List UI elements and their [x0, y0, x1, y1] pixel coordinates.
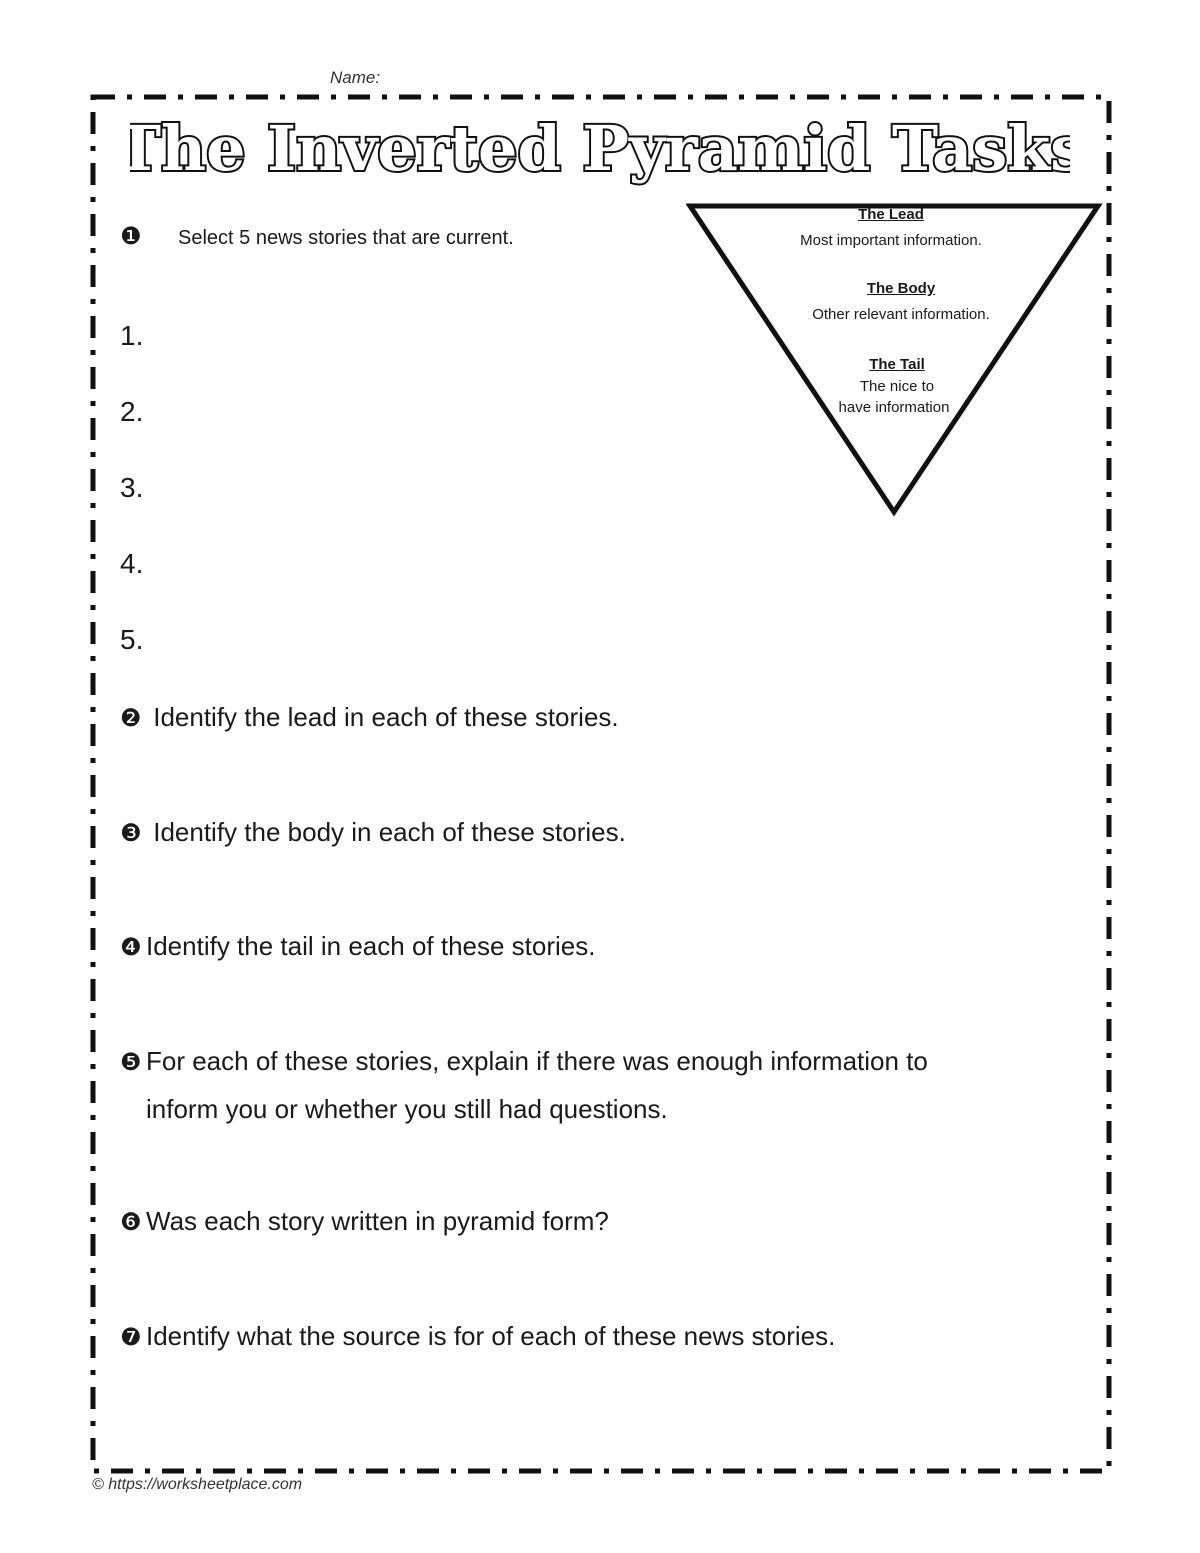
list-item-1: 1. [120, 320, 144, 351]
task-7-text: Identify what the source is for of each of these news stories. [146, 1321, 836, 1351]
tail-text-line1: The nice to [859, 378, 935, 395]
task-1-marker: ❶ [120, 223, 142, 250]
lead-heading: The Lead [858, 206, 924, 223]
task-1 [120, 222, 514, 251]
lead-text: Most important information. [800, 232, 982, 249]
task-5-text-line2: inform you or whether you still had questions. [146, 1094, 668, 1124]
list-item-3: 3. [120, 472, 144, 503]
task-3 [120, 809, 626, 857]
task-3-marker: ❸ [120, 820, 142, 847]
title-text: The Inverted Pyramid Tasks [130, 112, 1070, 185]
task-7 [120, 1313, 835, 1361]
task-2 [120, 694, 619, 742]
body-heading: The Body [866, 280, 936, 297]
inverted-pyramid-diagram [686, 200, 1106, 520]
footer-credit: © https://worksheetplace.com [92, 1476, 303, 1493]
task-6 [120, 1198, 609, 1246]
task-6-text: Was each story written in pyramid form? [146, 1206, 609, 1236]
body-text: Other relevant information. [812, 306, 990, 323]
task-5 [120, 1038, 928, 1132]
task-6-marker: ❻ [120, 1209, 142, 1236]
tail-heading: The Tail [869, 356, 925, 373]
task-3-text: Identify the body in each of these stories. [153, 817, 626, 847]
task-4-marker: ❹ [120, 934, 142, 961]
tail-text-line2: have information [838, 399, 950, 416]
task-2-marker: ❷ [120, 705, 142, 732]
task-5-text-line1: For each of these stories, explain if there was enough information to [146, 1046, 928, 1076]
task-4-text: Identify the tail in each of these stories. [146, 931, 596, 961]
page-title [0, 108, 1200, 193]
list-item-5: 5. [120, 624, 144, 655]
task-4 [120, 923, 595, 971]
task-1-text: Select 5 news stories that are current. [178, 227, 514, 249]
task-7-marker: ❼ [120, 1324, 142, 1351]
task-5-marker: ❺ [120, 1049, 142, 1076]
list-item-2: 2. [120, 396, 144, 427]
list-item-4: 4. [120, 548, 144, 579]
name-label: Name: [330, 68, 381, 87]
task-2-text: Identify the lead in each of these stories. [153, 702, 619, 732]
